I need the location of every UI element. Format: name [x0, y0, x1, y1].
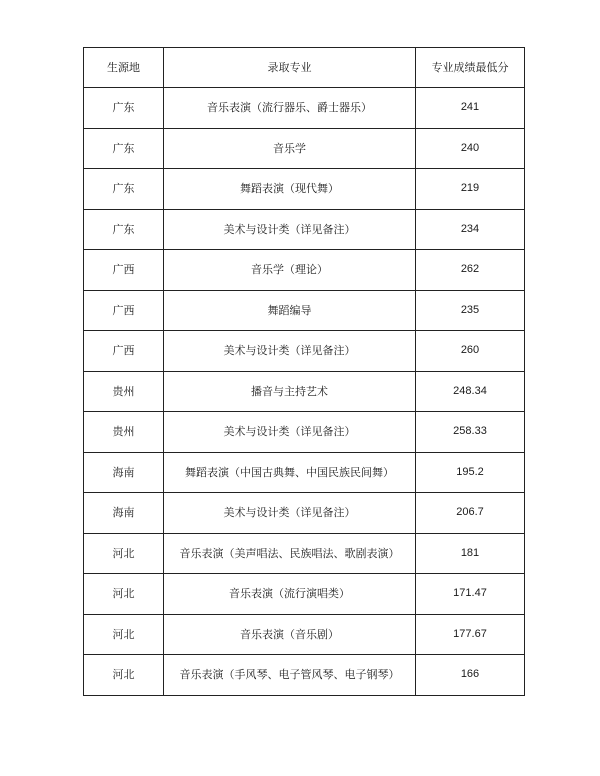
- cell-major: 音乐学: [164, 128, 416, 169]
- cell-region: 海南: [84, 452, 164, 493]
- cell-major: 美术与设计类（详见备注）: [164, 412, 416, 453]
- cell-score: 258.33: [416, 412, 525, 453]
- cell-major: 音乐表演（流行器乐、爵士器乐）: [164, 88, 416, 129]
- header-region: 生源地: [84, 48, 164, 88]
- cell-major: 舞蹈表演（现代舞）: [164, 169, 416, 210]
- table-row: [84, 88, 525, 129]
- cell-region: 广东: [84, 209, 164, 250]
- cell-score: 206.7: [416, 493, 525, 534]
- cell-region: 广西: [84, 250, 164, 291]
- header-row: [84, 48, 525, 88]
- table-row: [84, 614, 525, 655]
- cell-region: 河北: [84, 574, 164, 615]
- table-row: [84, 331, 525, 372]
- cell-major: 音乐表演（流行演唱类）: [164, 574, 416, 615]
- table-header: [84, 48, 525, 88]
- cell-region: 贵州: [84, 412, 164, 453]
- table-row: [84, 128, 525, 169]
- cell-region: 广东: [84, 88, 164, 129]
- cell-score: 234: [416, 209, 525, 250]
- cell-major: 舞蹈编导: [164, 290, 416, 331]
- cell-major: 美术与设计类（详见备注）: [164, 331, 416, 372]
- table-row: [84, 412, 525, 453]
- cell-region: 贵州: [84, 371, 164, 412]
- table-row: [84, 169, 525, 210]
- cell-region: 河北: [84, 614, 164, 655]
- table-row: [84, 371, 525, 412]
- cell-major: 音乐表演（手风琴、电子管风琴、电子钢琴）: [164, 655, 416, 696]
- cell-score: 260: [416, 331, 525, 372]
- table-row: [84, 290, 525, 331]
- table-row: [84, 493, 525, 534]
- table-row: [84, 574, 525, 615]
- cell-major: 美术与设计类（详见备注）: [164, 493, 416, 534]
- table-row: [84, 452, 525, 493]
- cell-major: 音乐学（理论）: [164, 250, 416, 291]
- cell-region: 广西: [84, 331, 164, 372]
- cell-major: 舞蹈表演（中国古典舞、中国民族民间舞）: [164, 452, 416, 493]
- cell-region: 河北: [84, 655, 164, 696]
- cell-region: 广西: [84, 290, 164, 331]
- cell-major: 音乐表演（美声唱法、民族唱法、歌剧表演）: [164, 533, 416, 574]
- admission-score-table: [83, 47, 525, 696]
- cell-score: 262: [416, 250, 525, 291]
- table-row: [84, 209, 525, 250]
- cell-region: 海南: [84, 493, 164, 534]
- table-row: [84, 250, 525, 291]
- cell-score: 181: [416, 533, 525, 574]
- cell-score: 219: [416, 169, 525, 210]
- cell-major: 音乐表演（音乐剧）: [164, 614, 416, 655]
- cell-major: 美术与设计类（详见备注）: [164, 209, 416, 250]
- cell-score: 248.34: [416, 371, 525, 412]
- cell-score: 241: [416, 88, 525, 129]
- cell-major: 播音与主持艺术: [164, 371, 416, 412]
- cell-region: 河北: [84, 533, 164, 574]
- cell-score: 235: [416, 290, 525, 331]
- cell-score: 240: [416, 128, 525, 169]
- header-major: 录取专业: [164, 48, 416, 88]
- cell-region: 广东: [84, 169, 164, 210]
- cell-score: 171.47: [416, 574, 525, 615]
- table-body: [84, 88, 525, 696]
- cell-score: 195.2: [416, 452, 525, 493]
- table-row: [84, 533, 525, 574]
- table-row: [84, 655, 525, 696]
- cell-region: 广东: [84, 128, 164, 169]
- cell-score: 177.67: [416, 614, 525, 655]
- cell-score: 166: [416, 655, 525, 696]
- header-min-score: 专业成绩最低分: [416, 48, 525, 88]
